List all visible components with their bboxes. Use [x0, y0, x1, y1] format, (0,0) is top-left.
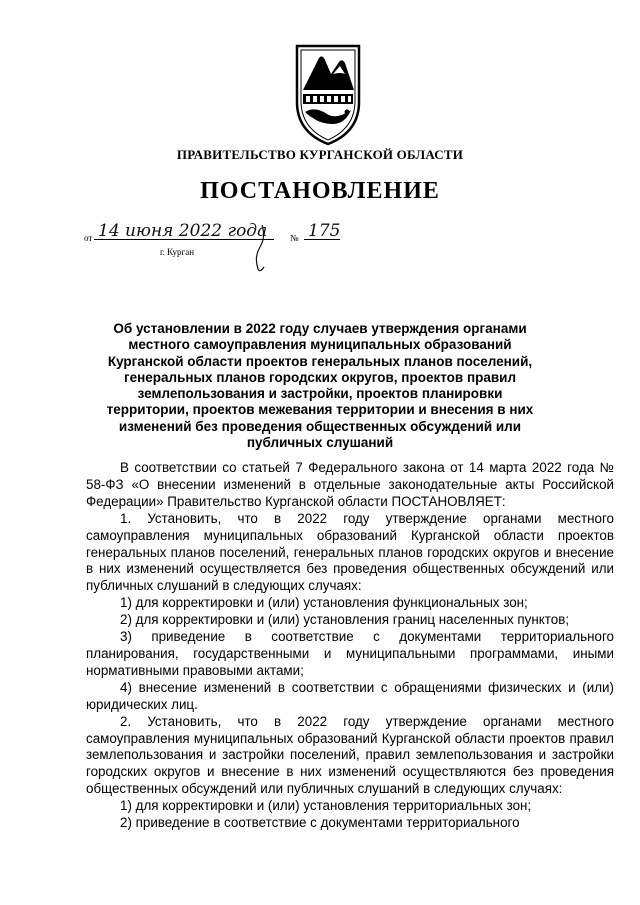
paragraph-item-1-1: 1) для корректировки и (или) установления функциональных зон;	[120, 595, 528, 611]
handwritten-date: 14 июня 2022 года	[98, 221, 268, 241]
paragraph-preamble: В соответствии со статьей 7 Федерального закона от 14 марта 2022 года № 58-ФЗ «О внесении изменений в отдельные законодательные акты Российской Федерации» Правительство Курганской области ПОСТАНОВЛЯЕТ:	[86, 460, 614, 509]
paragraph-item-2-2: 2) приведение в соответствие с документами территориального	[120, 815, 520, 831]
city-label: г. Курган	[160, 247, 195, 257]
document-title: Об установлении в 2022 году случаев утверждения органами местного самоуправления муниципальных образований Курганской области проектов генеральных планов поселений, генеральных планов городских округов, проектов правил землепользования и застройки, проектов планировки территории, проектов межевания территории и внесения в них изменений без проведения общественных обсуждений или публичных слушаний	[106, 321, 534, 451]
document-type: ПОСТАНОВЛЕНИЕ	[200, 178, 440, 204]
paragraph-item-1-3: 3) приведение в соответствие с документами территориального планирования, государственными и муниципальными программами, иными нормативными правовыми актами;	[86, 629, 614, 678]
paragraph-item-1-2: 2) для корректировки и (или) установления границ населенных пунктов;	[120, 612, 570, 628]
number-label: №	[290, 233, 299, 243]
paragraph-item-1-4: 4) внесение изменений в соответствии с обращениями физических и (или) юридических лиц.	[86, 679, 614, 712]
coat-of-arms-icon	[293, 44, 363, 146]
document-body	[86, 460, 614, 832]
date-from-label: от	[84, 233, 93, 243]
paragraph-item-2-1: 1) для корректировки и (или) установления территориальных зон;	[120, 798, 532, 814]
number-underline	[304, 239, 340, 240]
dateline	[84, 221, 384, 273]
handwritten-stroke	[242, 223, 282, 273]
paragraph-item-2: 2. Установить, что в 2022 году утверждение органами местного самоуправления муниципальных образований Курганской области проектов правил землепользования и застройки поселений, правил землепользования и застройки городских округов и внесение в них изменений осуществляются без проведения общественных обсуждений или публичных слушаний в следующих случаях:	[86, 713, 614, 797]
handwritten-number: 175	[308, 221, 341, 241]
government-name: ПРАВИТЕЛЬСТВО КУРГАНСКОЙ ОБЛАСТИ	[176, 147, 464, 162]
paragraph-item-1: 1. Установить, что в 2022 году утверждение органами местного самоуправления муниципальных образований Курганской области проектов генеральных планов поселений, генеральных планов городских округов и внесение в них изменений осуществляется без проведения общественных обсуждений или публичных слушаний в следующих случаях:	[86, 510, 614, 594]
